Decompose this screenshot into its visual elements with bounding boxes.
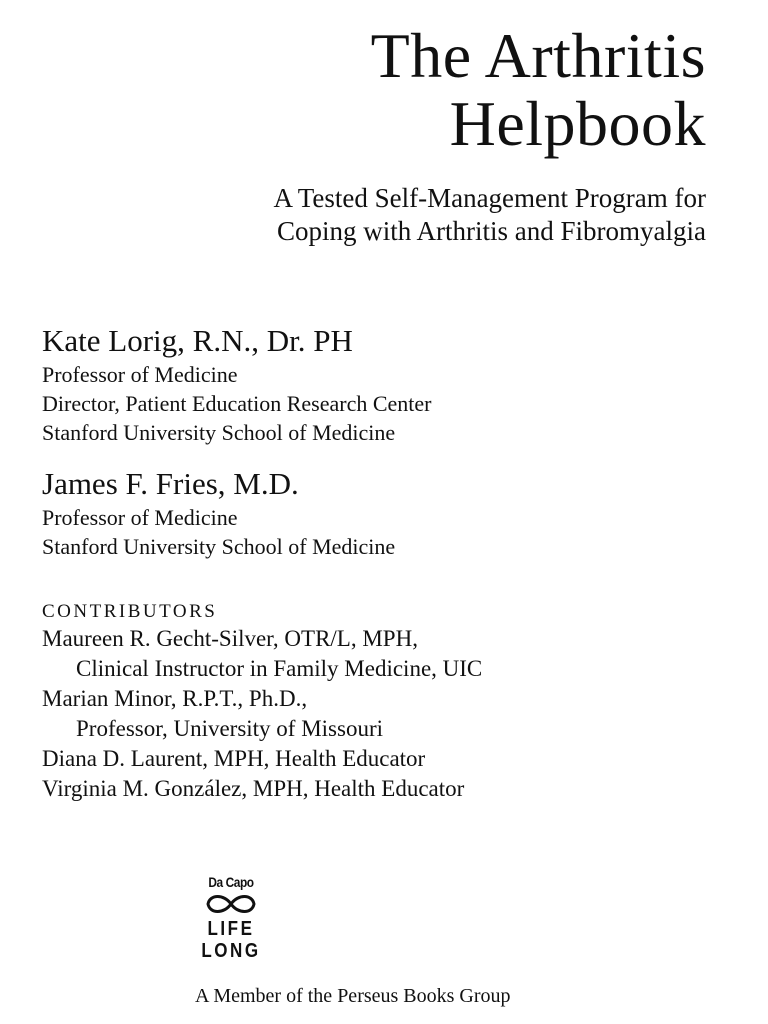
contributor-name: Virginia M. González, MPH, Health Educator [42,776,465,801]
contributor-name: Diana D. Laurent, MPH, Health Educator [42,746,426,771]
book-title [371,22,706,158]
logo-da-capo: Da Capo [208,874,254,890]
author-kate-lorig [42,322,742,447]
book-subtitle [273,182,706,248]
authors-section [42,322,742,579]
contributor-item [42,624,742,684]
author-affiliation: Professor of Medicine [42,505,238,530]
contributor-item [42,774,742,804]
infinity-icon [200,890,262,918]
contributor-name: Marian Minor, R.P.T., Ph.D., [42,686,308,711]
contributor-name: Maureen R. Gecht-Silver, OTR/L, MPH, [42,626,418,651]
author-affiliation: Professor of Medicine [42,362,238,387]
contributors-heading: CONTRIBUTORS [42,601,218,622]
publisher-logo [196,874,266,962]
contributor-item [42,744,742,774]
contributors-section [42,600,742,804]
book-subtitle-line-2: Coping with Arthritis and Fibromyalgia [277,216,706,246]
author-name: James F. Fries, M.D. [42,466,299,501]
author-affiliation: Stanford University School of Medicine [42,534,396,559]
book-title-line-1: The Arthritis [370,20,706,91]
contributor-item [42,684,742,744]
author-affiliation: Stanford University School of Medicine [42,420,396,445]
logo-life: LIFE [207,918,255,940]
author-james-fries [42,465,742,561]
book-subtitle-line-1: A Tested Self-Management Program for [273,183,706,213]
logo-long: LONG [201,940,261,962]
author-affiliation: Director, Patient Education Research Center [42,391,432,416]
author-name: Kate Lorig, R.N., Dr. PH [42,323,353,358]
contributor-role: Clinical Instructor in Family Medicine, UIC [76,656,483,681]
book-title-line-2: Helpbook [449,88,706,159]
contributor-role: Professor, University of Missouri [76,716,384,741]
publisher-member-line: A Member of the Perseus Books Group [195,985,511,1007]
